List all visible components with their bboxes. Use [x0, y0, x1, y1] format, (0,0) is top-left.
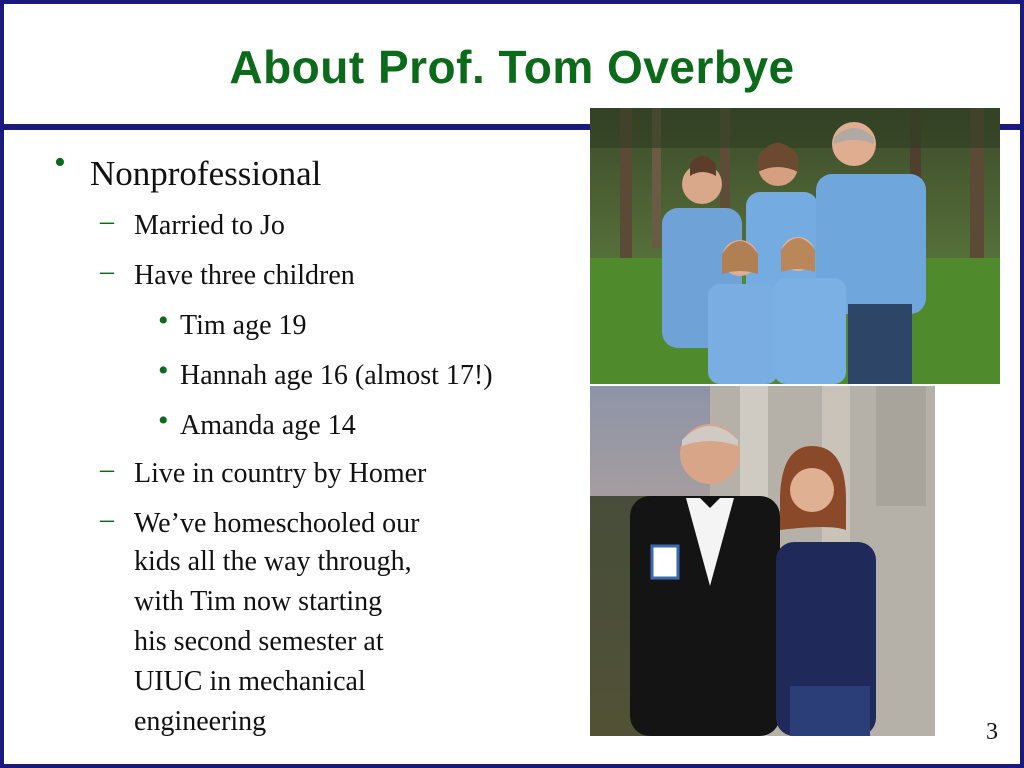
- bullet-text: Hannah age 16 (almost 17!): [180, 360, 493, 391]
- slide-title: About Prof. Tom Overbye: [229, 41, 795, 93]
- bullet-text: Married to Jo: [134, 210, 285, 241]
- bullet-continuation: UIUC in mechanical: [134, 666, 366, 697]
- bullet-text: Amanda age 14: [180, 410, 356, 441]
- frame-right-border: [1020, 0, 1024, 768]
- bullet-text: Tim age 19: [180, 310, 307, 341]
- bullet-icon: •: [158, 304, 169, 337]
- bullet-text: Live in country by Homer: [134, 458, 427, 489]
- bullet-continuation: kids all the way through,: [134, 546, 412, 577]
- bullet-text: We’ve homeschooled our: [134, 508, 420, 539]
- bullet-icon: •: [54, 144, 66, 181]
- bullet-continuation: his second semester at: [134, 626, 384, 657]
- frame-bottom-border: [0, 764, 1024, 768]
- frame-left-border: [0, 0, 4, 768]
- bullet-icon: •: [158, 354, 169, 387]
- bullet-continuation: with Tim now starting: [134, 586, 383, 617]
- dash-icon: –: [100, 206, 114, 237]
- family-photo: [590, 108, 1000, 384]
- bullet-icon: •: [158, 404, 169, 437]
- frame-top-border: [0, 0, 1024, 4]
- dash-icon: –: [100, 504, 114, 535]
- bullet-text: Nonprofessional: [90, 154, 322, 193]
- bullet-text: Have three children: [134, 260, 355, 291]
- dash-icon: –: [100, 256, 114, 287]
- formal-photo: [590, 386, 935, 736]
- page-number: 3: [986, 719, 998, 745]
- dash-icon: –: [100, 454, 114, 485]
- bullet-continuation: engineering: [134, 706, 267, 737]
